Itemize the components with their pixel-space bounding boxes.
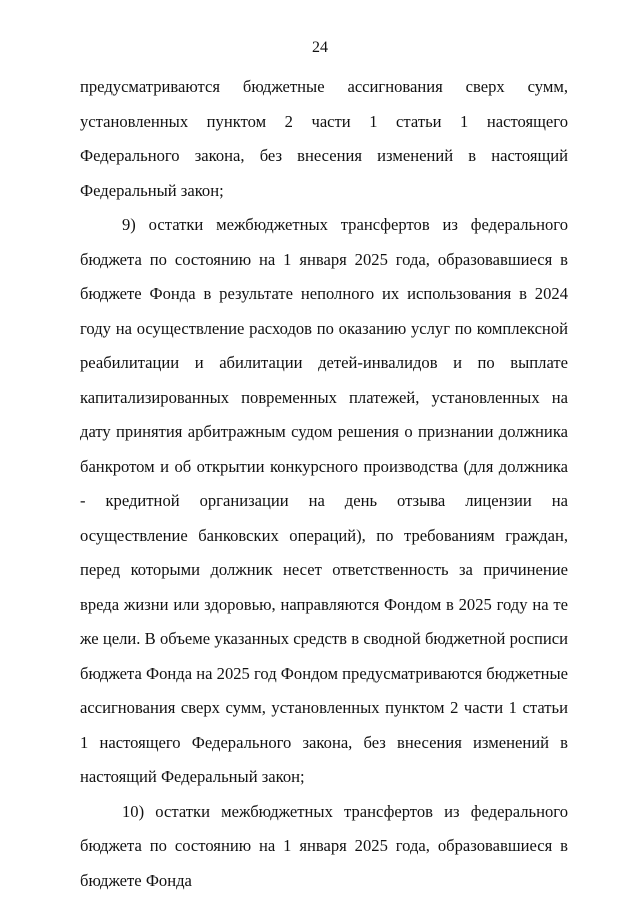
page-number: 24 — [312, 39, 328, 56]
paragraph-continuation: предусматриваются бюджетные ассигнования сверх сумм, установленных пунктом 2 части 1 статьи 1 настоящего Федерального закона, без внесения изменений в настоящий Федеральный закон; — [80, 77, 568, 200]
paragraph-item-10: 10) остатки межбюджетных трансфертов из федерального бюджета по состоянию на 1 января 2025 года, образовавшиеся в бюджете Фонда — [80, 801, 568, 890]
paragraph-item-9: 9) остатки межбюджетных трансфертов из федерального бюджета по состоянию на 1 января 2025 года, образовавшиеся в бюджете Фонда в результате неполного их использования в 2024 году на осуществление расходов по оказанию услуг по комплексной реабилитации и абилитации детей-инвалидов и по выплате капитализированных повременных платежей, установленных на дату принятия арбитражным судом решения о признании должника банкротом и об открытии конкурсного производства (для должника - кредитной организации на день отзыва лицензии на осуществление банковских операций), по требованиям граждан, перед которыми должник несет ответственность за причинение вреда жизни или здоровью, направляются Фондом в 2025 году на те же цели. В объеме указанных средств в сводной бюджетной росписи бюджета Фонда на 2025 год Фондом предусматриваются бюджетные ассигнования сверх сумм, установленных пунктом 2 части 1 статьи 1 настоящего Федерального закона, без внесения изменений в настоящий Федеральный закон; — [80, 215, 568, 786]
document-body — [80, 70, 568, 898]
